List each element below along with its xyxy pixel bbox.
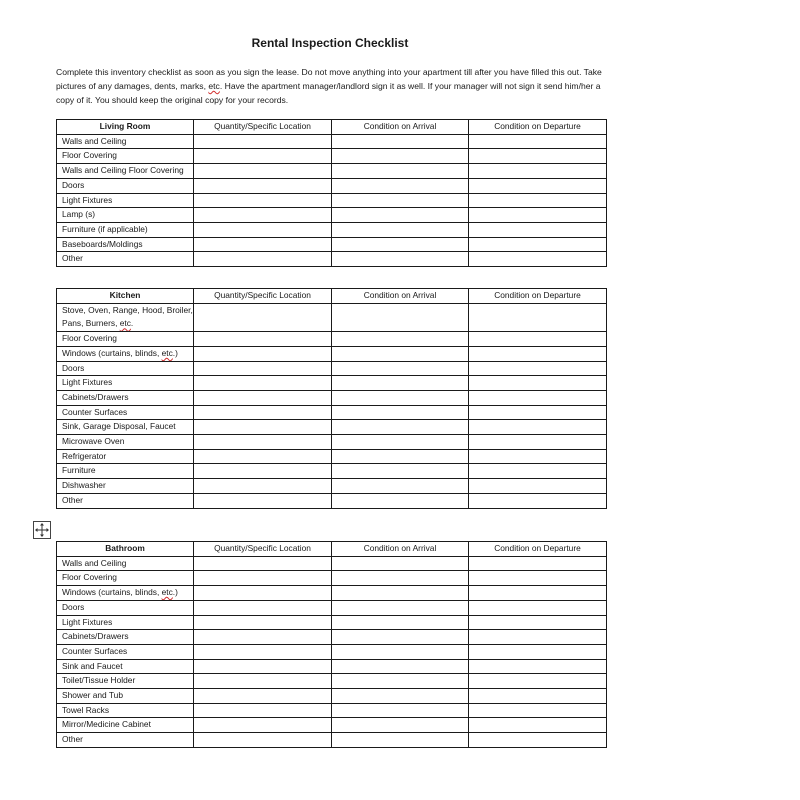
departure-cell[interactable] <box>469 222 607 237</box>
table-row <box>57 733 607 748</box>
quantity-cell[interactable] <box>194 420 332 435</box>
spelling-flag: etc <box>208 81 220 91</box>
quantity-cell[interactable] <box>194 493 332 508</box>
table-row <box>57 630 607 645</box>
table-row <box>57 479 607 494</box>
arrival-cell[interactable] <box>332 718 469 733</box>
move-arrows-icon <box>34 522 50 538</box>
table-row <box>57 178 607 193</box>
item-label: Baseboards/Moldings <box>57 237 194 252</box>
item-label: Furniture <box>57 464 194 479</box>
item-label: Dishwasher <box>57 479 194 494</box>
quantity-cell[interactable] <box>194 149 332 164</box>
departure-cell[interactable] <box>469 420 607 435</box>
item-label: Towel Racks <box>57 703 194 718</box>
column-header-departure: Condition on Departure <box>469 542 607 557</box>
arrival-cell[interactable] <box>332 390 469 405</box>
item-label: Furniture (if applicable) <box>57 222 194 237</box>
item-label: Counter Surfaces <box>57 405 194 420</box>
spelling-flag: etc <box>161 587 173 598</box>
table-row <box>57 556 607 571</box>
quantity-cell[interactable] <box>194 733 332 748</box>
arrival-cell[interactable] <box>332 376 469 391</box>
table-move-handle[interactable] <box>33 521 51 539</box>
item-label: Light Fixtures <box>57 615 194 630</box>
departure-cell[interactable] <box>469 435 607 450</box>
quantity-cell[interactable] <box>194 193 332 208</box>
table-row <box>57 600 607 615</box>
arrival-cell[interactable] <box>332 659 469 674</box>
quantity-cell[interactable] <box>194 659 332 674</box>
arrival-cell[interactable] <box>332 303 469 331</box>
quantity-cell[interactable] <box>194 164 332 179</box>
column-header-departure: Condition on Departure <box>469 289 607 304</box>
document-title: Rental Inspection Checklist <box>251 36 409 50</box>
item-label: Toilet/Tissue Holder <box>57 674 194 689</box>
departure-cell[interactable] <box>469 346 607 361</box>
item-label: Lamp (s) <box>57 208 194 223</box>
arrival-cell[interactable] <box>332 600 469 615</box>
column-header-quantity: Quantity/Specific Location <box>194 542 332 557</box>
departure-cell[interactable] <box>469 493 607 508</box>
table-row <box>57 718 607 733</box>
spelling-flag: etc <box>161 347 173 358</box>
table-row <box>57 252 607 267</box>
quantity-cell[interactable] <box>194 332 332 347</box>
departure-cell[interactable] <box>469 464 607 479</box>
spelling-flag: etc <box>119 318 131 329</box>
table-row <box>57 164 607 179</box>
section-heading: Bathroom <box>57 542 194 557</box>
quantity-cell[interactable] <box>194 703 332 718</box>
arrival-cell[interactable] <box>332 208 469 223</box>
departure-cell[interactable] <box>469 586 607 601</box>
arrival-cell[interactable] <box>332 332 469 347</box>
item-label: Doors <box>57 600 194 615</box>
arrival-cell[interactable] <box>332 733 469 748</box>
column-header-arrival: Condition on Arrival <box>332 289 469 304</box>
item-label: Counter Surfaces <box>57 644 194 659</box>
quantity-cell[interactable] <box>194 600 332 615</box>
table-header-row <box>57 289 607 304</box>
item-label: Light Fixtures <box>57 376 194 391</box>
item-label: Doors <box>57 361 194 376</box>
table-row <box>57 420 607 435</box>
departure-cell[interactable] <box>469 733 607 748</box>
departure-cell[interactable] <box>469 303 607 331</box>
departure-cell[interactable] <box>469 134 607 149</box>
section-heading: Living Room <box>57 120 194 135</box>
arrival-cell[interactable] <box>332 178 469 193</box>
quantity-cell[interactable] <box>194 435 332 450</box>
column-header-quantity: Quantity/Specific Location <box>194 120 332 135</box>
arrival-cell[interactable] <box>332 149 469 164</box>
arrival-cell[interactable] <box>332 420 469 435</box>
table-row <box>57 571 607 586</box>
table-row <box>57 390 607 405</box>
intro-paragraph: Complete this inventory checklist as soon as you sign the lease. Do not move anything into your apartment till after you have filled this out. Take pictures of any damages, dents, marks, etc. Have the apartment manager/landlord sign it as well. If your manager will not sign it send him/her a copy of it. You should keep the original copy for your records. <box>56 67 602 105</box>
table-row <box>57 237 607 252</box>
arrival-cell[interactable] <box>332 464 469 479</box>
quantity-cell[interactable] <box>194 390 332 405</box>
arrival-cell[interactable] <box>332 252 469 267</box>
departure-cell[interactable] <box>469 332 607 347</box>
arrival-cell[interactable] <box>332 586 469 601</box>
departure-cell[interactable] <box>469 703 607 718</box>
quantity-cell[interactable] <box>194 615 332 630</box>
departure-cell[interactable] <box>469 479 607 494</box>
item-label: Walls and Ceiling <box>57 134 194 149</box>
arrival-cell[interactable] <box>332 346 469 361</box>
arrival-cell[interactable] <box>332 630 469 645</box>
table-row <box>57 435 607 450</box>
departure-cell[interactable] <box>469 644 607 659</box>
departure-cell[interactable] <box>469 630 607 645</box>
table-header-row <box>57 120 607 135</box>
table-row <box>57 193 607 208</box>
item-label: Stove, Oven, Range, Hood, Broiler, Pans, Burners, etc. <box>57 303 194 331</box>
item-label: Walls and Ceiling <box>57 556 194 571</box>
column-header-departure: Condition on Departure <box>469 120 607 135</box>
arrival-cell[interactable] <box>332 703 469 718</box>
table-row <box>57 659 607 674</box>
column-header-quantity: Quantity/Specific Location <box>194 289 332 304</box>
item-label: Other <box>57 252 194 267</box>
departure-cell[interactable] <box>469 689 607 704</box>
table-row <box>57 149 607 164</box>
departure-cell[interactable] <box>469 556 607 571</box>
arrival-cell[interactable] <box>332 164 469 179</box>
quantity-cell[interactable] <box>194 178 332 193</box>
quantity-cell[interactable] <box>194 405 332 420</box>
table-row <box>57 586 607 601</box>
departure-cell[interactable] <box>469 193 607 208</box>
item-label: Floor Covering <box>57 571 194 586</box>
arrival-cell[interactable] <box>332 134 469 149</box>
arrival-cell[interactable] <box>332 193 469 208</box>
table-row <box>57 222 607 237</box>
quantity-cell[interactable] <box>194 718 332 733</box>
arrival-cell[interactable] <box>332 449 469 464</box>
departure-cell[interactable] <box>469 164 607 179</box>
table-row <box>57 689 607 704</box>
item-label: Floor Covering <box>57 332 194 347</box>
item-label: Walls and Ceiling Floor Covering <box>57 164 194 179</box>
item-label: Floor Covering <box>57 149 194 164</box>
table-row <box>57 644 607 659</box>
departure-cell[interactable] <box>469 659 607 674</box>
item-label: Other <box>57 493 194 508</box>
quantity-cell[interactable] <box>194 464 332 479</box>
item-label: Light Fixtures <box>57 193 194 208</box>
quantity-cell[interactable] <box>194 586 332 601</box>
item-label: Mirror/Medicine Cabinet <box>57 718 194 733</box>
arrival-cell[interactable] <box>332 644 469 659</box>
item-label: Microwave Oven <box>57 435 194 450</box>
arrival-cell[interactable] <box>332 222 469 237</box>
quantity-cell[interactable] <box>194 479 332 494</box>
table-row <box>57 615 607 630</box>
item-label: Sink, Garage Disposal, Faucet <box>57 420 194 435</box>
departure-cell[interactable] <box>469 600 607 615</box>
quantity-cell[interactable] <box>194 237 332 252</box>
table-row <box>57 405 607 420</box>
quantity-cell[interactable] <box>194 208 332 223</box>
departure-cell[interactable] <box>469 149 607 164</box>
table-row <box>57 303 607 331</box>
arrival-cell[interactable] <box>332 237 469 252</box>
quantity-cell[interactable] <box>194 303 332 331</box>
item-label: Windows (curtains, blinds, etc.) <box>57 586 194 601</box>
arrival-cell[interactable] <box>332 674 469 689</box>
living-room-table <box>56 119 607 267</box>
item-label: Sink and Faucet <box>57 659 194 674</box>
quantity-cell[interactable] <box>194 644 332 659</box>
departure-cell[interactable] <box>469 178 607 193</box>
departure-cell[interactable] <box>469 376 607 391</box>
departure-cell[interactable] <box>469 449 607 464</box>
arrival-cell[interactable] <box>332 571 469 586</box>
quantity-cell[interactable] <box>194 376 332 391</box>
item-label: Cabinets/Drawers <box>57 630 194 645</box>
quantity-cell[interactable] <box>194 689 332 704</box>
departure-cell[interactable] <box>469 718 607 733</box>
item-label: Shower and Tub <box>57 689 194 704</box>
table-row <box>57 674 607 689</box>
bathroom-table <box>56 541 607 748</box>
table-header-row <box>57 542 607 557</box>
departure-cell[interactable] <box>469 361 607 376</box>
item-label: Refrigerator <box>57 449 194 464</box>
table-row <box>57 376 607 391</box>
item-label: Windows (curtains, blinds, etc.) <box>57 346 194 361</box>
table-row <box>57 464 607 479</box>
table-row <box>57 346 607 361</box>
table-row <box>57 332 607 347</box>
table-row <box>57 493 607 508</box>
departure-cell[interactable] <box>469 674 607 689</box>
arrival-cell[interactable] <box>332 556 469 571</box>
arrival-cell[interactable] <box>332 405 469 420</box>
table-row <box>57 361 607 376</box>
column-header-arrival: Condition on Arrival <box>332 120 469 135</box>
departure-cell[interactable] <box>469 208 607 223</box>
quantity-cell[interactable] <box>194 630 332 645</box>
item-label: Other <box>57 733 194 748</box>
quantity-cell[interactable] <box>194 556 332 571</box>
departure-cell[interactable] <box>469 615 607 630</box>
arrival-cell[interactable] <box>332 689 469 704</box>
table-row <box>57 208 607 223</box>
quantity-cell[interactable] <box>194 571 332 586</box>
table-row <box>57 449 607 464</box>
arrival-cell[interactable] <box>332 493 469 508</box>
departure-cell[interactable] <box>469 252 607 267</box>
table-row <box>57 703 607 718</box>
departure-cell[interactable] <box>469 405 607 420</box>
column-header-arrival: Condition on Arrival <box>332 542 469 557</box>
table-row <box>57 134 607 149</box>
arrival-cell[interactable] <box>332 361 469 376</box>
kitchen-table <box>56 288 607 509</box>
arrival-cell[interactable] <box>332 479 469 494</box>
quantity-cell[interactable] <box>194 361 332 376</box>
arrival-cell[interactable] <box>332 615 469 630</box>
departure-cell[interactable] <box>469 571 607 586</box>
quantity-cell[interactable] <box>194 449 332 464</box>
item-label: Doors <box>57 178 194 193</box>
quantity-cell[interactable] <box>194 252 332 267</box>
quantity-cell[interactable] <box>194 674 332 689</box>
departure-cell[interactable] <box>469 390 607 405</box>
departure-cell[interactable] <box>469 237 607 252</box>
quantity-cell[interactable] <box>194 346 332 361</box>
quantity-cell[interactable] <box>194 222 332 237</box>
item-label: Cabinets/Drawers <box>57 390 194 405</box>
section-heading: Kitchen <box>57 289 194 304</box>
quantity-cell[interactable] <box>194 134 332 149</box>
arrival-cell[interactable] <box>332 435 469 450</box>
